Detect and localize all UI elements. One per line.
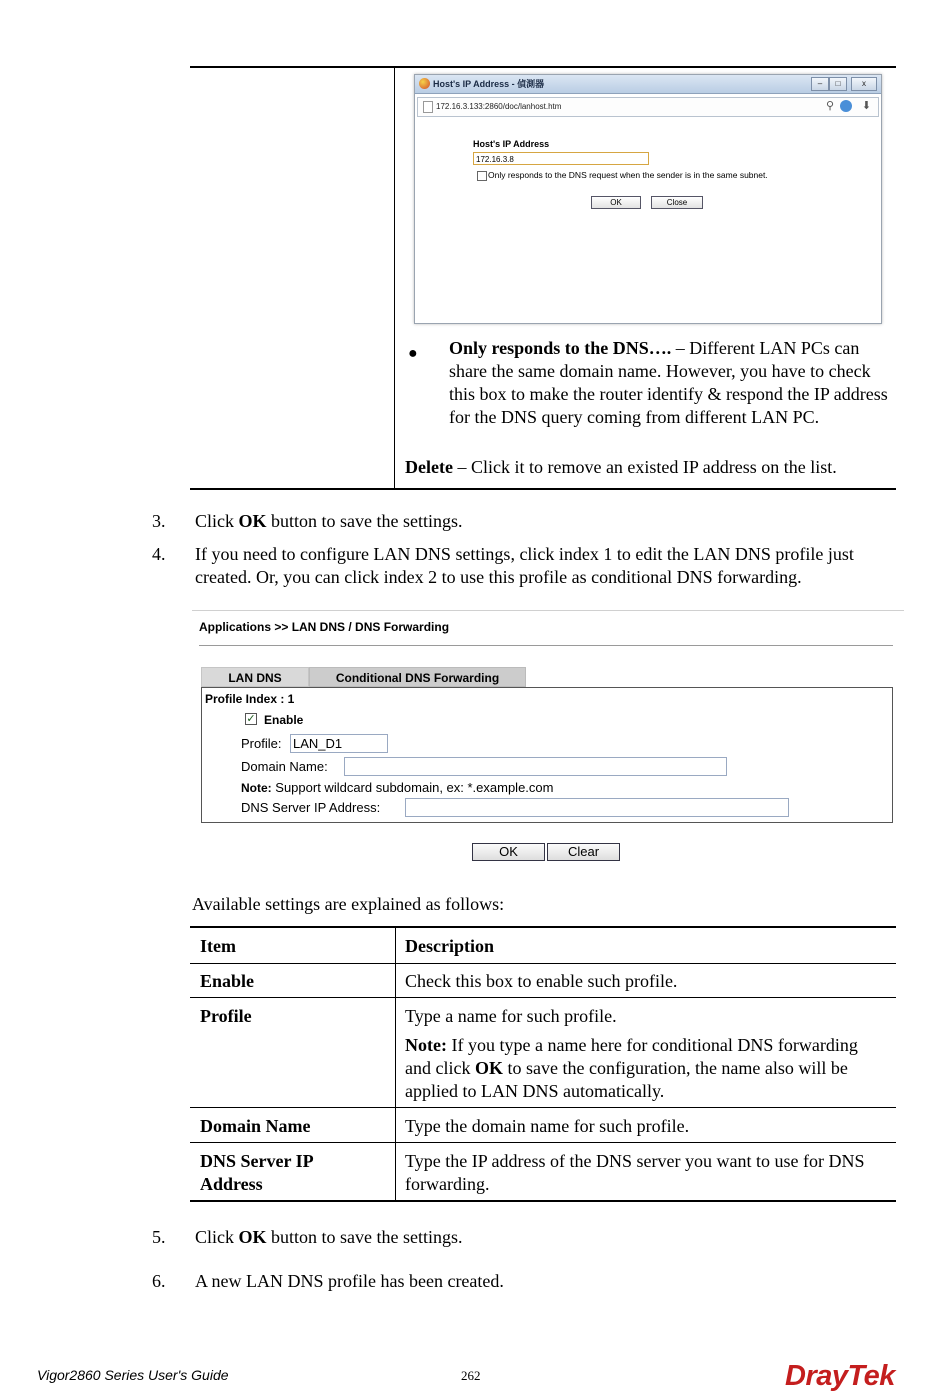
download-icon[interactable]: ⬇ <box>861 99 871 112</box>
url-text: 172.16.3.133:2860/doc/lanhost.htm <box>436 102 562 111</box>
wildcard-note <box>241 780 553 795</box>
maximize-icon[interactable]: □ <box>829 77 847 91</box>
bullet-description <box>449 337 889 429</box>
step-3-bold: OK <box>238 511 267 531</box>
bullet-term: Only responds to the DNS…. <box>449 338 672 358</box>
page-icon <box>423 101 433 113</box>
step-5-number: 5. <box>152 1227 166 1247</box>
step-5-post: button to save the settings. <box>266 1227 463 1247</box>
step-3-text <box>195 510 895 533</box>
page-number: 262 <box>461 1368 481 1383</box>
popup-ok-button[interactable]: OK <box>591 196 641 209</box>
dns-server-ip-label: DNS Server IP Address: <box>241 800 381 815</box>
browser-icon <box>419 78 430 89</box>
delete-desc: – Click it to remove an existed IP address on the list. <box>452 457 837 477</box>
subnet-only-checkbox[interactable] <box>477 171 487 181</box>
table-row-rule <box>190 1107 896 1108</box>
footer-guide-title: Vigor2860 Series User's Guide <box>37 1367 229 1383</box>
bullet-desc: – Different LAN PCs can share the same domain name. However, you have to check this box to make the router identify & respond the IP address for the DNS query coming from different LAN PC. <box>449 338 888 427</box>
profile-input[interactable]: LAN_D1 <box>290 734 388 753</box>
row-domain-desc: Type the domain name for such profile. <box>405 1116 690 1136</box>
domain-name-input[interactable] <box>344 757 727 776</box>
profile-note-pre: If you type a name here for conditional DNS forwarding and click <box>405 1035 858 1078</box>
row-enable-item: Enable <box>200 971 255 991</box>
enable-checkbox[interactable]: ✓ <box>246 712 256 725</box>
step-4-number: 4. <box>152 544 166 564</box>
row-dns-item: DNS Server IP Address <box>200 1151 313 1194</box>
table-column-divider <box>395 926 396 1202</box>
row-profile-note <box>405 1034 865 1103</box>
row-profile-desc: Type a name for such profile. <box>405 1006 617 1026</box>
tab-lan-dns[interactable]: LAN DNS <box>201 667 309 687</box>
table-row-rule <box>190 1142 896 1143</box>
profile-note-bold: Note: <box>405 1035 447 1055</box>
ok-button[interactable]: OK <box>472 843 545 861</box>
bullet-icon: ● <box>408 345 418 362</box>
breadcrumb-divider <box>199 645 893 646</box>
table-column-divider <box>394 68 395 488</box>
profile-note-ok: OK <box>474 1058 503 1078</box>
draytek-logo: DrayTek <box>785 1360 895 1392</box>
subnet-only-label: Only responds to the DNS request when the sender is in the same subnet. <box>488 170 768 180</box>
table-row-rule <box>190 997 896 998</box>
note-bold: Note: <box>241 781 272 795</box>
note-text: Support wildcard subdomain, ex: *.example.com <box>271 780 554 795</box>
host-ip-label: Host's IP Address <box>473 139 550 149</box>
host-ip-popup-window <box>414 74 882 324</box>
minimize-icon[interactable]: – <box>811 77 829 91</box>
step-3-pre: Click <box>195 511 239 531</box>
info-icon[interactable] <box>840 100 852 112</box>
popup-titlebar <box>415 75 881 94</box>
search-icon[interactable]: ⚲ <box>825 99 834 112</box>
explain-intro: Available settings are explained as follows: <box>192 894 505 914</box>
enable-label: Enable <box>264 713 304 727</box>
profile-note-post: to save the configuration, the name also will be applied to LAN DNS automatically. <box>405 1058 848 1101</box>
step-5-pre: Click <box>195 1227 239 1247</box>
row-domain-item: Domain Name <box>200 1116 311 1136</box>
clear-button[interactable]: Clear <box>547 843 620 861</box>
row-profile-item: Profile <box>200 1006 252 1026</box>
step-5-bold: OK <box>238 1227 267 1247</box>
step-6-number: 6. <box>152 1271 166 1291</box>
popup-close-button[interactable]: Close <box>651 196 703 209</box>
step-3-post: button to save the settings. <box>266 511 463 531</box>
row-enable-desc: Check this box to enable such profile. <box>405 971 678 991</box>
domain-name-label: Domain Name: <box>241 759 328 774</box>
dns-server-ip-input[interactable] <box>405 798 789 817</box>
table-header-rule <box>190 963 896 964</box>
table-bottom-rule <box>190 1200 896 1202</box>
profile-index-label: Profile Index : 1 <box>205 692 295 706</box>
row-dns-desc: Type the IP address of the DNS server you want to use for DNS forwarding. <box>405 1151 865 1194</box>
close-window-icon[interactable]: x <box>851 77 877 91</box>
step-5-text <box>195 1226 895 1249</box>
popup-title: Host's IP Address - 偵測器 <box>433 79 545 89</box>
host-ip-input[interactable]: 172.16.3.8 <box>473 152 649 165</box>
delete-term: Delete <box>405 457 453 477</box>
screenshot-border <box>192 610 904 611</box>
breadcrumb: Applications >> LAN DNS / DNS Forwarding <box>199 620 450 634</box>
delete-description <box>405 456 895 479</box>
header-description: Description <box>405 936 494 956</box>
step-6-text: A new LAN DNS profile has been created. <box>195 1271 504 1291</box>
address-bar[interactable] <box>417 97 879 117</box>
step-4-text: If you need to configure LAN DNS settings, click index 1 to edit the LAN DNS profile just created. Or, you can click index 2 to use this profile as conditional DNS forwarding. <box>195 544 854 587</box>
header-item: Item <box>200 936 236 956</box>
table-top-rule <box>190 926 896 928</box>
tab-conditional-dns-forwarding[interactable]: Conditional DNS Forwarding <box>309 667 526 687</box>
profile-label: Profile: <box>241 736 282 751</box>
step-3-number: 3. <box>152 511 166 531</box>
